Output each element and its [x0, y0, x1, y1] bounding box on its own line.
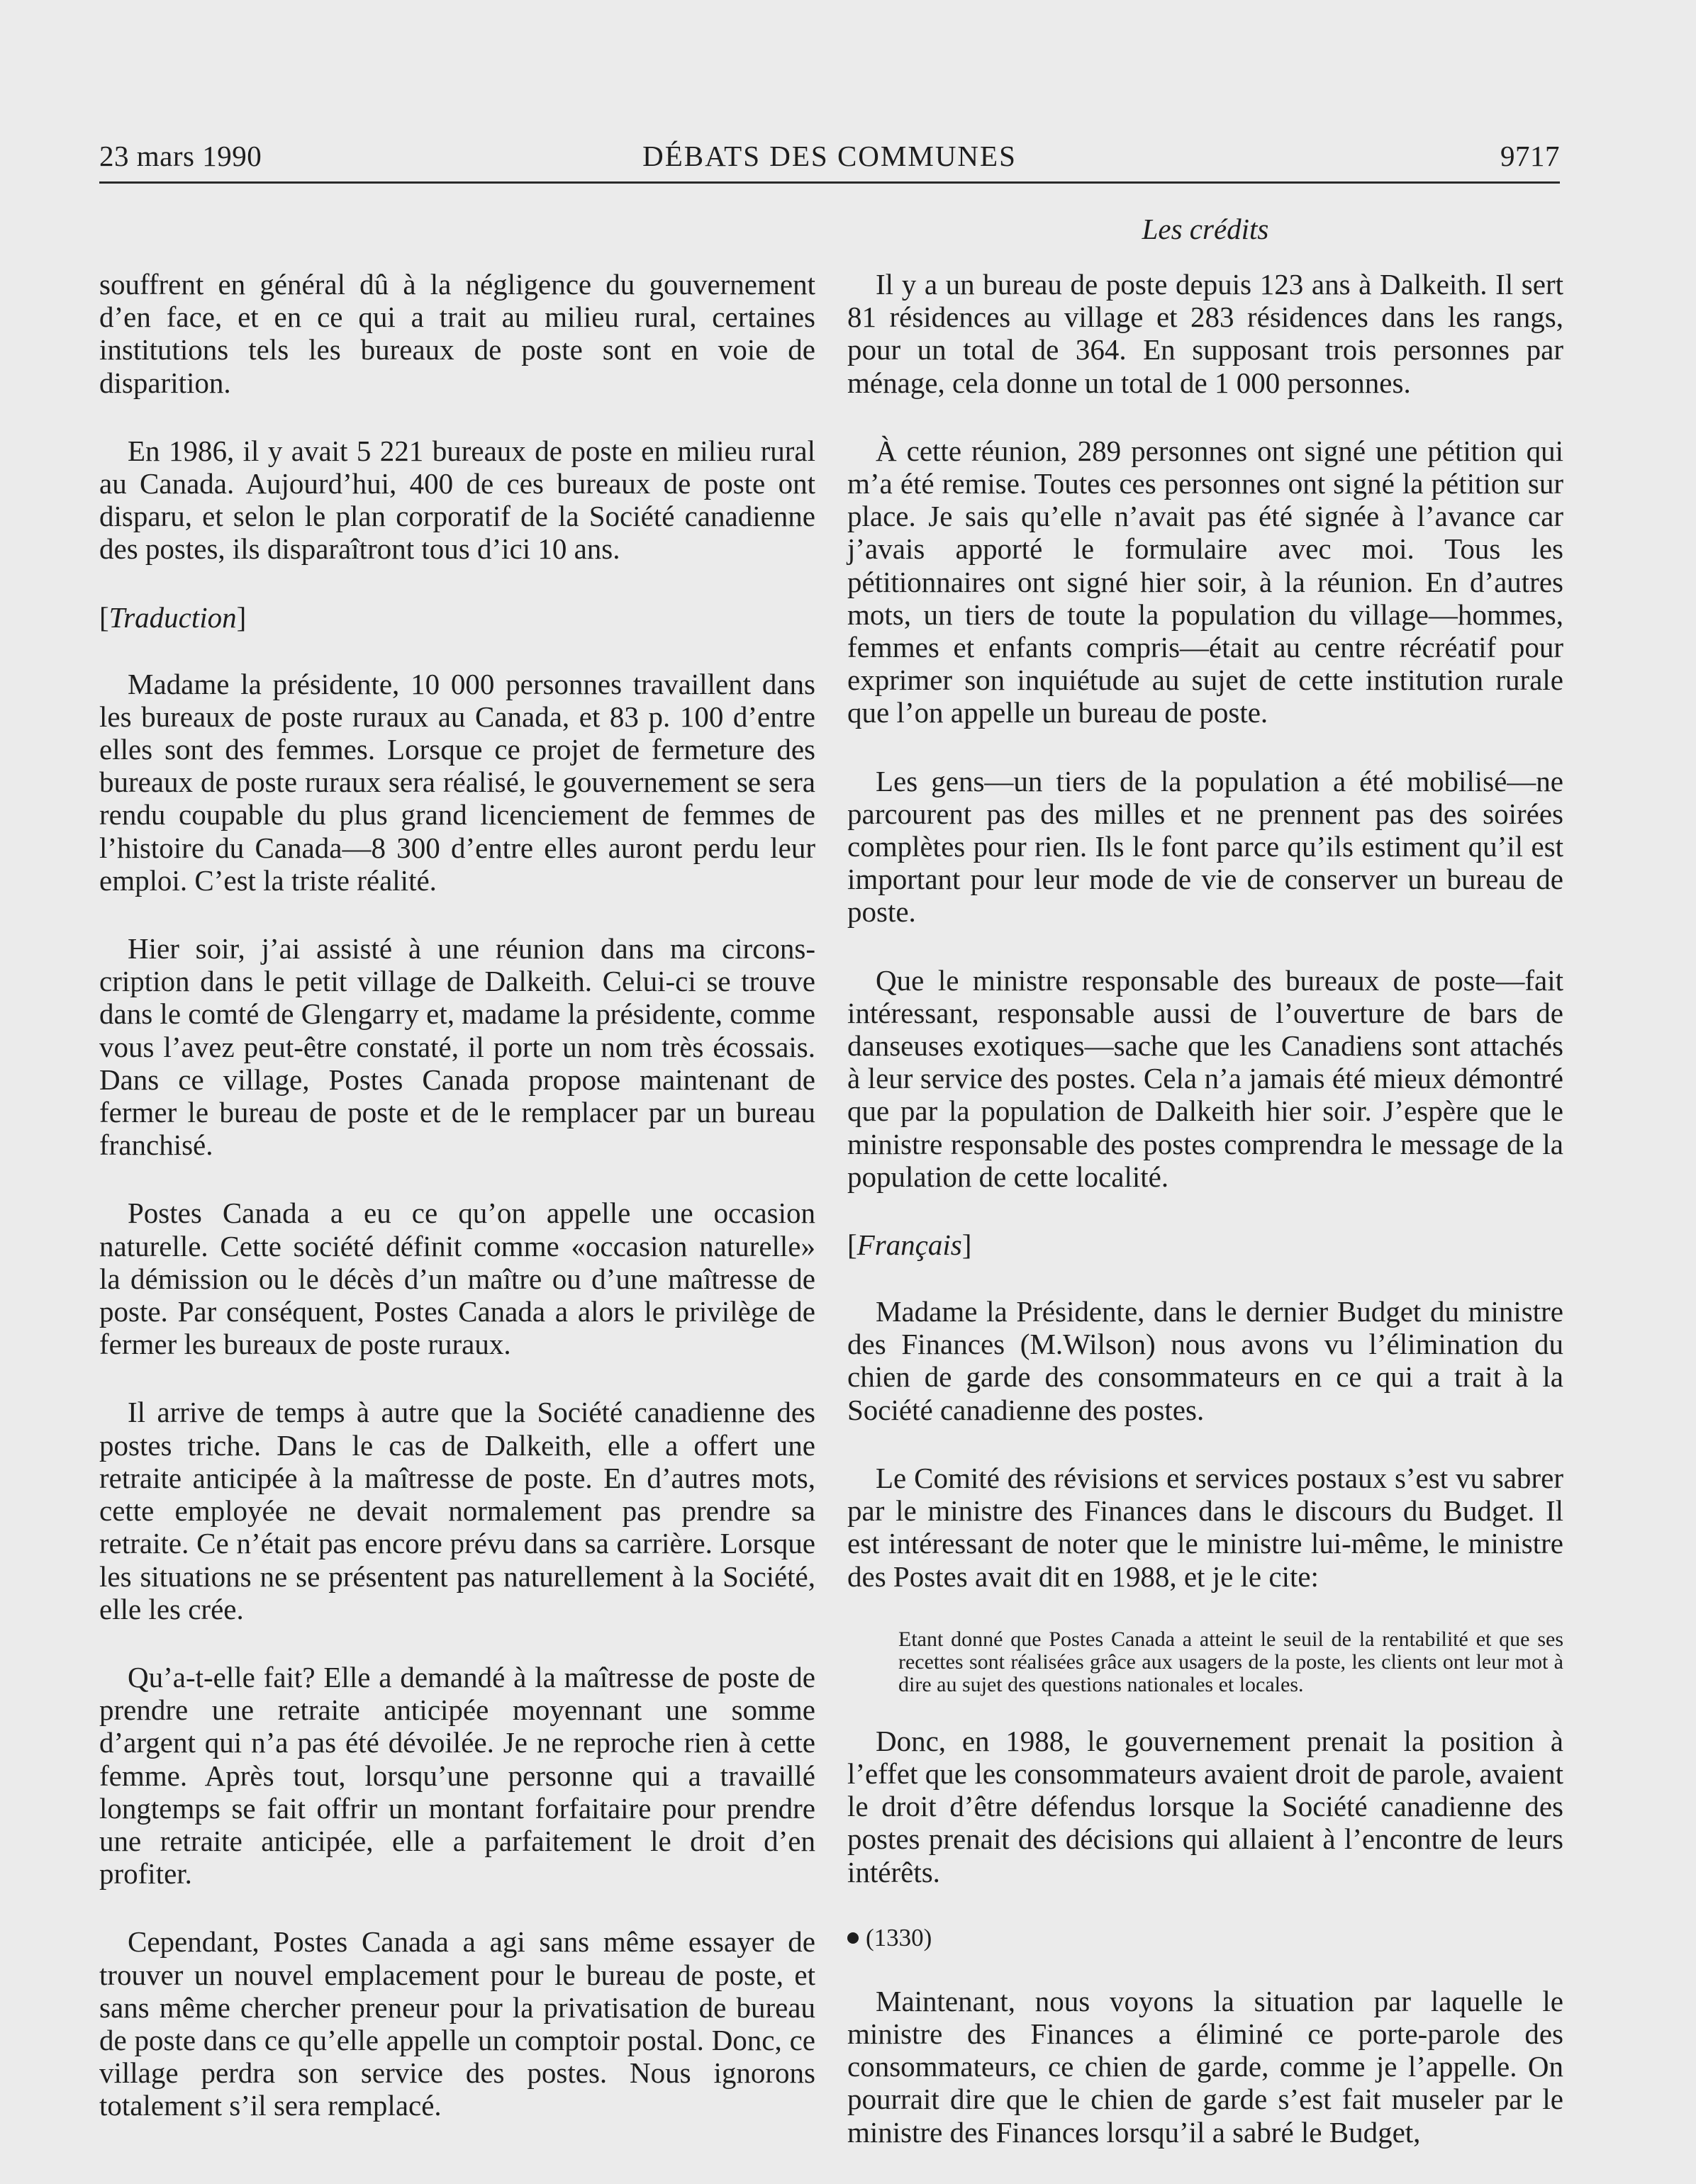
- paragraph: Donc, en 1988, le gouvernement prenait la position à l’effet que les consommateurs avaient droit de parole, avaient le droit d’être défendus lorsque la Société canadienne des postes prenait des décisions qui allaient à l’encontre de leurs intérêts.: [847, 1724, 1563, 1888]
- section-label-francais: [847, 1228, 1563, 1261]
- label-bracket-open: [: [99, 600, 109, 634]
- paragraph: Il y a un bureau de poste depuis 123 ans à Dalkeith. Il sert 81 résidences au village et 283 résidences dans les rangs, pour un total de 364. En supposant trois personnes par ménage, cela donne un total de 1 000 personnes.: [847, 268, 1563, 399]
- header-date: 23 mars 1990: [99, 140, 262, 172]
- paragraph: Qu’a-t-elle fait? Elle a demandé à la maîtresse de poste de prendre une retraite anticipée moyennant une somme d’argent qui n’a pas été dévoilée. Je ne reproche rien à cette femme. Après tout, lorsqu’une personne qui a travaillé longtemps se fait offrir un montant forfaitaire pour prendre une retraite anticipée, elle a parfaitement le droit d’en profiter.: [99, 1660, 815, 1891]
- paragraph: Maintenant, nous voyons la situation par laquelle le ministre des Finances a éliminé ce porte-parole des consommateurs, ce chien de garde, comme je l’appelle. On pourrait dire que le chien de garde s’est fait museler par le ministre des Finances lorsqu’il a sabré le Budget,: [847, 1984, 1563, 2149]
- paragraph: Postes Canada a eu ce qu’on appelle une occasion naturelle. Cette société définit comme «occasion naturelle» la démission ou le décès d’un maître ou d’une maîtresse de poste. Par conséquent, Postes Canada a alors le privilège de fermer les bureaux de poste ruraux.: [99, 1197, 815, 1361]
- paragraph: Il arrive de temps à autre que la Société canadienne des postes triche. Dans le cas de Dalkeith, elle a offert une retraite anticipée à la maîtresse de poste. En d’autres mots, cette employée ne devait normalement pas prendre sa retraite. Ce n’était pas encore prévu dans sa carrière. Lorsque les situations ne se présentent pas naturellement à la Société, elle les crée.: [99, 1396, 815, 1625]
- label-bracket-close: ]: [961, 1228, 972, 1262]
- paragraph: Cependant, Postes Canada a agi sans même essayer de trouver un nouvel emplacement pour le bureau de poste, et sans même chercher preneur pour la privatisation de bureau de poste dans ce qu’elle appelle un comptoir postal. Donc, ce village perdra son service des postes. Nous ignorons totalement s’il sera remplacé.: [99, 1925, 815, 2122]
- page-header: [99, 139, 1560, 184]
- block-quote: Etant donné que Postes Canada a atteint le seuil de la rentabilité et que ses recettes sont réalisées grâce aux usagers de la poste, les clients ont leur mot à dire au sujet des questions nationales et locales.: [898, 1627, 1563, 1696]
- section-label-traduction: [99, 601, 815, 634]
- label-bracket-close: ]: [236, 600, 247, 634]
- paragraph: souffrent en général dû à la négligence du gouvernement d’en face, et en ce qui a trait au milieu rural, certaines institutions tels les bureaux de poste sont en voie de disparition.: [99, 268, 815, 399]
- time-marker-text: (1330): [866, 1923, 932, 1951]
- paragraph: Les gens—un tiers de la population a été mobilisé—ne parcourent pas des milles et ne prennent pas des soirées complètes pour rien. Ils le font parce qu’ils estiment qu’il est important pour leur mode de vie de conserver un bureau de poste.: [847, 764, 1563, 929]
- paragraph: Hier soir, j’ai assisté à une réunion dans ma circonscription dans le petit village de Dalkeith. Celui-ci se trouve dans le comté de Glengarry et, madame la présidente, comme vous l’avez peut-être constaté, il porte un nom très écossais. Dans ce village, Postes Canada propose maintenant de fermer le bureau de poste et de le remplacer par un bureau franchisé.: [99, 932, 815, 1162]
- paragraph: À cette réunion, 289 personnes ont signé une pétition qui m’a été remise. Toutes ces personnes ont signé la pétition sur place. Je sais qu’elle n’avait pas été signée à l’avance car j’avais apporté le formulaire avec moi. Tous les pétitionnaires ont signé hier soir, à la réunion. En d’autres mots, un tiers de toute la population du village—hommes, femmes et enfants compris—était au centre récréatif pour exprimer son inquiétude au sujet de cette institution rurale que l’on appelle un bureau de poste.: [847, 434, 1563, 729]
- section-heading: Les crédits: [1142, 213, 1269, 245]
- time-marker: [847, 1924, 1563, 1952]
- paragraph: En 1986, il y avait 5 221 bureaux de poste en milieu rural au Canada. Aujourd’hui, 400 de ces bureaux de poste ont disparu, et selon le plan corporatif de la Société canadienne des postes, ils disparaîtront tous d’ici 10 ans.: [99, 434, 815, 566]
- paragraph: Le Comité des révisions et services postaux s’est vu sabrer par le ministre des Finances dans le discours du Budget. Il est intéressant de noter que le ministre lui-même, le ministre des Postes avait dit en 1988, et je le cite:: [847, 1461, 1563, 1593]
- label-text: Traduction: [108, 600, 237, 634]
- paragraph: Madame la présidente, 10 000 personnes travaillent dans les bureaux de poste ruraux au Canada, et 83 p. 100 d’entre elles sont des femmes. Lorsque ce projet de fermeture des bureaux de poste ruraux sera réalisé, le gouvernement se sera rendu coupable du plus grand licenciement de femmes de l’histoire du Canada—8 300 d’entre elles auront perdu leur emploi. C’est la triste réalité.: [99, 667, 815, 897]
- bullet-icon: [847, 1932, 859, 1944]
- label-bracket-open: [: [847, 1228, 857, 1262]
- paragraph: Madame la Présidente, dans le dernier Budget du ministre des Finances (M.Wilson) nous avons vu l’élimination du chien de garde des consommateurs en ce qui a trait à la Société canadienne des postes.: [847, 1295, 1563, 1426]
- header-page-number: 9717: [1500, 140, 1560, 172]
- left-column: [99, 268, 815, 2158]
- label-text: Français: [857, 1228, 962, 1262]
- header-title: DÉBATS DES COMMUNES: [642, 140, 1017, 172]
- paragraph: Que le ministre responsable des bureaux de poste—fait intéressant, responsable aussi de l’ouverture de bars de danseuses exotiques—sache que les Canadiens sont attachés à leur service des postes. Cela n’a jamais été mieux démontré que par la population de Dalkeith hier soir. J’espère que le ministre responsable des postes comprendra le message de la population de cette localité.: [847, 963, 1563, 1193]
- right-column: [847, 213, 1563, 2184]
